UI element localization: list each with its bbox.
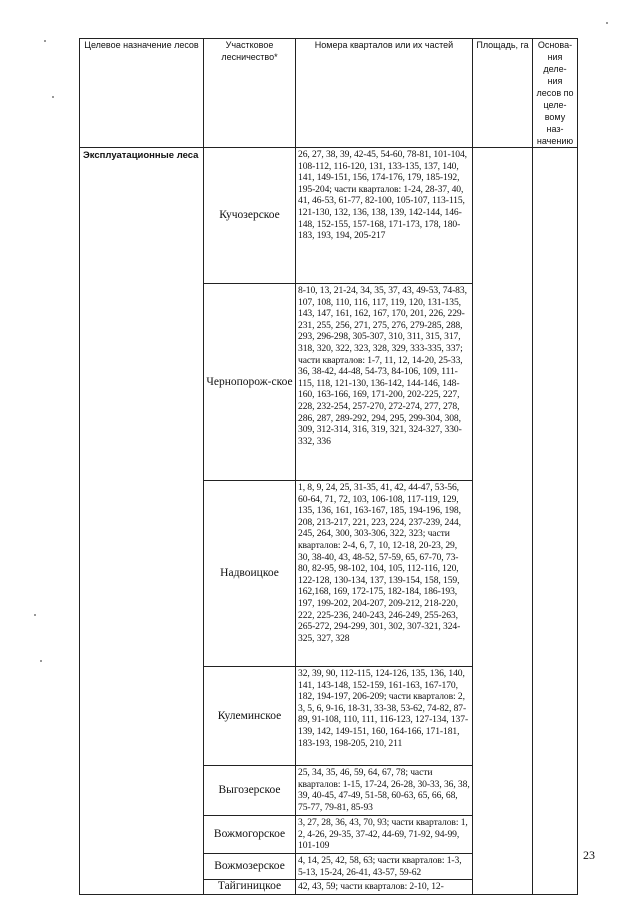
area-cell — [473, 148, 533, 895]
table-row — [80, 148, 578, 284]
forestry-cell: Кулеминское — [204, 667, 296, 766]
quarters-cell: 4, 14, 25, 42, 58, 63; части кварталов: 1-3, 5-13, 15-24, 26-41, 43-57, 59-62 — [296, 854, 473, 880]
page-number: 23 — [583, 848, 595, 862]
forestry-cell: Выгозерское — [204, 766, 296, 816]
scan-speck — [606, 22, 608, 24]
scan-speck — [52, 96, 54, 98]
forestry-cell: Вожмозерское — [204, 854, 296, 880]
forestry-cell: Тайгиницкое — [204, 880, 296, 895]
quarters-cell: 26, 27, 38, 39, 42-45, 54-60, 78-81, 101-104, 108-112, 116-120, 131, 133-135, 137, 140, 141, 149-151, 156, 174-176, 179, 185-192, 195-204; части кварталов: 1-24, 28-37, 40, 41, 46-53, 61-77, 82-100, 105-107, 113-115, 121-130, 132, 136, 138, 139, 142-144, 146-148, 152-155, 157-168, 171-173, 178, 180-183, 193, 194, 205-217 — [296, 148, 473, 284]
table-header-row — [80, 39, 578, 148]
header-forestry: Участковое лесничество* — [204, 39, 296, 148]
forestry-cell: Кучозерское — [204, 148, 296, 284]
forestry-cell: Надвоицкое — [204, 481, 296, 667]
scan-speck — [34, 614, 36, 616]
basis-cell — [533, 148, 578, 895]
scan-speck — [40, 660, 42, 662]
forestry-cell: Чернопорож-ское — [204, 284, 296, 481]
quarters-cell: 32, 39, 90, 112-115, 124-126, 135, 136, 140, 141, 143-148, 152-159, 161-163, 167-170, 182, 194-197, 206-209; части кварталов: 2, 3, 5, 6, 9-16, 18-31, 33-38, 53-62, 74-82, 87-89, 91-108, 110, 111, 116-123, 127-134, 137-139, 142, 149-151, 160, 164-166, 171-181, 183-193, 198-205, 210, 211 — [296, 667, 473, 766]
forest-purpose-table — [79, 38, 578, 895]
header-purpose: Целевое назначение лесов — [80, 39, 204, 148]
forestry-cell: Вожмогорское — [204, 816, 296, 854]
purpose-cell: Эксплуатационные леса — [80, 148, 204, 895]
quarters-cell: 25, 34, 35, 46, 59, 64, 67, 78; части кварталов: 1-15, 17-24, 26-28, 30-33, 36, 38, 39, 40-45, 47-49, 51-58, 60-63, 65, 66, 68, 75-77, 79-81, 85-93 — [296, 766, 473, 816]
quarters-cell: 8-10, 13, 21-24, 34, 35, 37, 43, 49-53, 74-83, 107, 108, 110, 116, 117, 119, 120, 131-135, 143, 147, 161, 162, 167, 170, 201, 226, 229-231, 255, 256, 271, 275, 276, 279-285, 288, 293, 296-298, 305-307, 310, 311, 315, 317, 318, 320, 322, 323, 328, 329, 333-335, 337; части кварталов: 1-7, 11, 12, 14-20, 25-33, 36, 38-42, 44-48, 54-73, 84-106, 109, 111-115, 118, 121-130, 136-142, 144-146, 148-160, 163-166, 169, 171-200, 202-225, 227, 228, 232-254, 257-270, 272-274, 277, 278, 286, 287, 289-292, 294, 295, 299-304, 308, 309, 312-314, 316, 319, 321, 324-327, 330-332, 336 — [296, 284, 473, 481]
header-area: Площадь, га — [473, 39, 533, 148]
header-quarters: Номера кварталов или их частей — [296, 39, 473, 148]
scan-speck — [44, 40, 46, 42]
quarters-cell: 3, 27, 28, 36, 43, 70, 93; части кварталов: 1, 2, 4-26, 29-35, 37-42, 44-69, 71-92, 94-99, 101-109 — [296, 816, 473, 854]
header-basis: Основа-ния деле-ния лесов по целе-вому наз-начению — [533, 39, 578, 148]
quarters-cell: 42, 43, 59; части кварталов: 2-10, 12- — [296, 880, 473, 895]
quarters-cell: 1, 8, 9, 24, 25, 31-35, 41, 42, 44-47, 53-56, 60-64, 71, 72, 103, 106-108, 117-119, 129, 135, 136, 161, 163-167, 185, 194-196, 198, 208, 213-217, 221, 223, 224, 237-239, 244, 245, 264, 300, 303-306, 322, 323; части кварталов: 2-4, 6, 7, 10, 12-18, 20-23, 29, 30, 38-40, 43, 48-52, 57-59, 65, 67-70, 73-80, 82-95, 98-102, 104, 105, 112-116, 120, 122-128, 130-134, 137, 139-154, 158, 159, 162,168, 169, 172-175, 182-184, 186-193, 197, 199-202, 204-207, 209-212, 218-220, 222, 225-236, 240-243, 246-249, 255-263, 265-272, 294-299, 301, 302, 307-321, 324-325, 327, 328 — [296, 481, 473, 667]
